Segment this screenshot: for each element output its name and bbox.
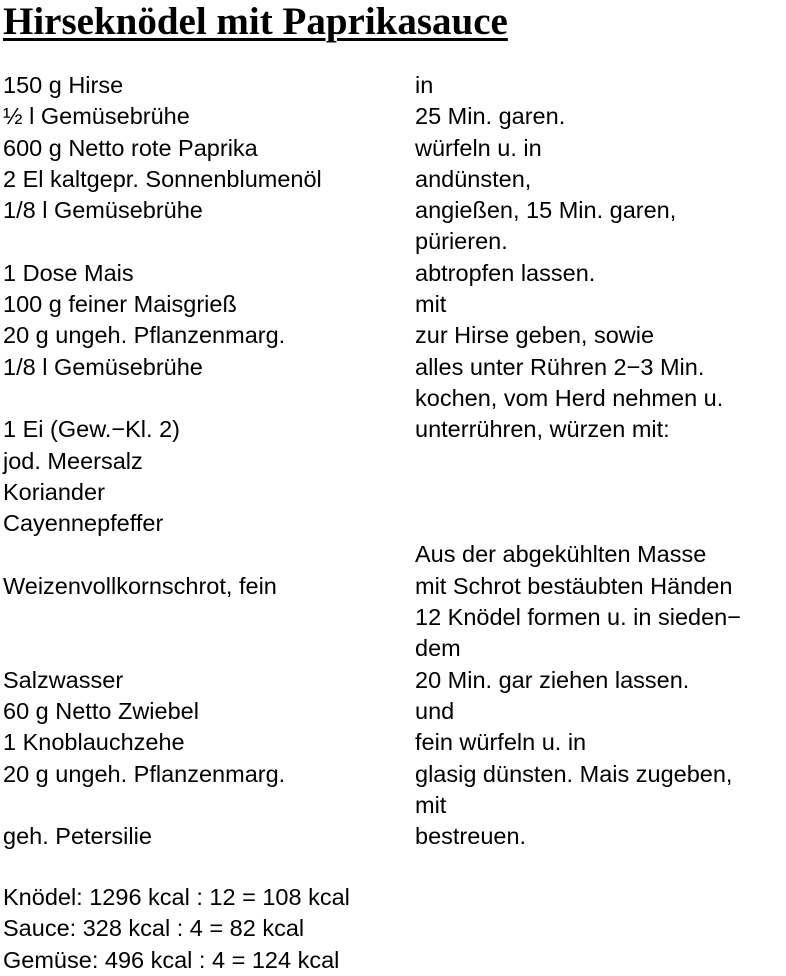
calorie-line: Sauce: 328 kcal : 4 = 82 kcal [3, 915, 305, 942]
instruction-text: mit [415, 791, 447, 818]
recipe-row [3, 790, 786, 821]
recipe-row [3, 258, 786, 289]
recipe-title: Hirseknödel mit Paprikasauce [3, 0, 508, 43]
ingredient-text: 100 g feiner Maisgrieß [3, 291, 237, 318]
instruction-text [415, 446, 786, 477]
recipe-row [3, 289, 786, 320]
recipe-row [3, 665, 786, 696]
instruction-text: unterrühren, würzen mit: [415, 416, 670, 443]
recipe-row [3, 352, 786, 383]
recipe-row [3, 539, 786, 570]
instruction-text [415, 477, 786, 508]
ingredient-text [3, 226, 415, 257]
instruction-text: mit [415, 291, 447, 318]
recipe-row [3, 633, 786, 664]
ingredient-text: Cayennepfeffer [3, 510, 164, 537]
ingredient-text: 600 g Netto rote Paprika [3, 134, 258, 161]
ingredient-text: 20 g ungeh. Pflanzenmarg. [3, 322, 286, 349]
ingredient-text: 20 g ungeh. Pflanzenmarg. [3, 760, 286, 787]
ingredient-text [3, 790, 415, 821]
instruction-text: angießen, 15 Min. garen, [415, 197, 677, 224]
ingredient-text [3, 633, 415, 664]
ingredient-text [3, 539, 415, 570]
ingredient-text: 1 Knoblauchzehe [3, 729, 185, 756]
calorie-summary [3, 882, 350, 976]
instruction-text: bestreuen. [415, 823, 527, 850]
instruction-text: in [415, 72, 434, 98]
instruction-text: alles unter Rühren 2−3 Min. [415, 353, 705, 380]
ingredient-text: geh. Petersilie [3, 823, 152, 850]
recipe-row [3, 727, 786, 758]
ingredient-text: jod. Meersalz [3, 447, 143, 474]
ingredient-text: 150 g Hirse [3, 72, 124, 98]
ingredient-text: 1 Dose Mais [3, 259, 134, 286]
instruction-text: Aus der abgekühlten Masse [415, 541, 707, 568]
ingredient-text: 60 g Netto Zwiebel [3, 697, 199, 724]
ingredient-text [3, 383, 415, 414]
ingredient-text: Weizenvollkornschrot, fein [3, 572, 277, 599]
instruction-text: abtropfen lassen. [415, 259, 596, 286]
instruction-text: zur Hirse geben, sowie [415, 322, 655, 349]
instruction-text: und [415, 697, 455, 724]
instruction-text: 25 Min. garen. [415, 103, 566, 130]
instruction-text [415, 508, 786, 539]
instruction-text: dem [415, 635, 461, 662]
ingredient-text: Koriander [3, 478, 105, 505]
instruction-text: mit Schrot bestäubten Händen [415, 572, 733, 599]
recipe-row [3, 821, 786, 852]
ingredient-text: ½ l Gemüsebrühe [3, 103, 190, 130]
recipe-table [3, 70, 786, 852]
recipe-row [3, 508, 786, 539]
calorie-line: Knödel: 1296 kcal : 12 = 108 kcal [3, 884, 350, 910]
recipe-row [3, 101, 786, 132]
ingredient-text: 1/8 l Gemüsebrühe [3, 197, 203, 224]
ingredient-text: 2 El kaltgepr. Sonnenblumenöl [3, 165, 322, 192]
recipe-row [3, 446, 786, 477]
recipe-row [3, 226, 786, 257]
instruction-text: glasig dünsten. Mais zugeben, [415, 760, 733, 787]
instruction-text: fein würfeln u. in [415, 729, 587, 756]
instruction-text: andünsten, [415, 165, 532, 192]
instruction-text: pürieren. [415, 228, 508, 255]
ingredient-text: 1/8 l Gemüsebrühe [3, 353, 203, 380]
recipe-row [3, 164, 786, 195]
ingredient-text [3, 602, 415, 633]
recipe-row [3, 414, 786, 445]
ingredient-text: Salzwasser [3, 666, 124, 693]
calorie-line: Gemüse: 496 kcal : 4 = 124 kcal [3, 946, 340, 973]
recipe-row [3, 195, 786, 226]
recipe-row [3, 320, 786, 351]
recipe-row [3, 571, 786, 602]
recipe-row [3, 383, 786, 414]
instruction-text: 12 Knödel formen u. in sieden− [415, 604, 741, 631]
recipe-row [3, 696, 786, 727]
recipe-row [3, 759, 786, 790]
instruction-text: 20 Min. gar ziehen lassen. [415, 666, 690, 693]
recipe-row [3, 133, 786, 164]
instruction-text: kochen, vom Herd nehmen u. [415, 384, 724, 411]
recipe-row [3, 602, 786, 633]
recipe-row [3, 70, 786, 101]
recipe-row [3, 477, 786, 508]
ingredient-text: 1 Ei (Gew.−Kl. 2) [3, 416, 180, 443]
instruction-text: würfeln u. in [415, 134, 542, 161]
